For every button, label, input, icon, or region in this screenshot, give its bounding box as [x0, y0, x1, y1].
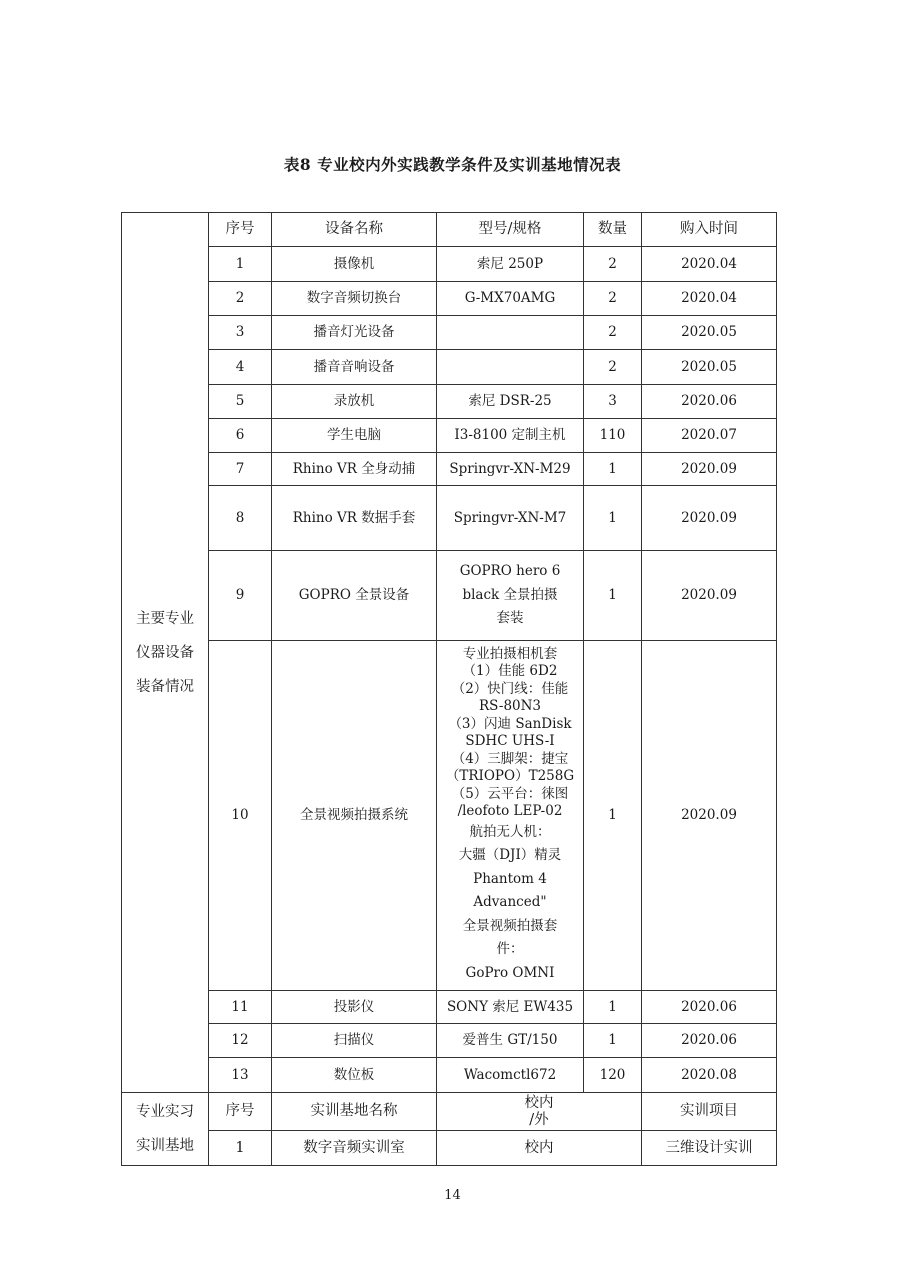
cell-model: 爱普生 GT/150	[437, 1024, 584, 1058]
cell-date: 2020.04	[642, 282, 777, 316]
training-base-row	[122, 1131, 777, 1166]
cell-date: 2020.09	[642, 486, 777, 551]
cell-model	[437, 551, 584, 641]
cell-name: 扫描仪	[272, 1024, 437, 1058]
cell-no: 3	[209, 316, 272, 350]
cell-no: 12	[209, 1024, 272, 1058]
cell-qty: 1	[584, 991, 642, 1024]
cell-no: 1	[209, 247, 272, 282]
cell-no: 2	[209, 282, 272, 316]
cell-model-line: 套装	[496, 610, 524, 627]
header-name: 设备名称	[272, 213, 437, 247]
table-row	[122, 419, 777, 453]
cell-no: 10	[209, 641, 272, 991]
table-row	[122, 385, 777, 419]
cell-qty: 2	[584, 247, 642, 282]
cell-location: 校内	[437, 1131, 642, 1166]
table-header-row	[122, 213, 777, 247]
cell-model-line: Advanced"	[473, 894, 547, 911]
cell-model-line: （TRIOPO）T258G	[445, 768, 575, 785]
header-project: 实训项目	[642, 1093, 777, 1131]
cell-no: 8	[209, 486, 272, 551]
cell-name: 学生电脑	[272, 419, 437, 453]
cell-model-line: （1）佳能 6D2	[462, 663, 558, 680]
cell-model-line: （4）三脚架：捷宝	[451, 750, 569, 767]
cell-qty: 2	[584, 282, 642, 316]
cell-no: 9	[209, 551, 272, 641]
cell-model	[437, 350, 584, 385]
cell-name: Rhino VR 数据手套	[272, 486, 437, 551]
cell-qty: 110	[584, 419, 642, 453]
cell-model-line: （3）闪迪 SanDisk	[448, 715, 572, 732]
cell-date: 2020.06	[642, 1024, 777, 1058]
table-title: 表8 专业校内外实践教学条件及实训基地情况表	[283, 155, 622, 174]
cell-qty: 3	[584, 385, 642, 419]
cell-name: 数字音频切换台	[272, 282, 437, 316]
cell-name: 录放机	[272, 385, 437, 419]
cell-name: Rhino VR 全身动捕	[272, 453, 437, 486]
section-label-training-base	[122, 1093, 209, 1166]
table-row	[122, 1058, 777, 1093]
cell-model-line: 大疆（DJI）精灵	[458, 847, 562, 864]
section-label-line: 主要专业	[136, 610, 194, 627]
cell-model-line: GOPRO hero 6	[459, 563, 561, 580]
cell-model: Springvr-XN-M29	[437, 453, 584, 486]
cell-model-line: SDHC UHS-I	[465, 733, 555, 750]
cell-project: 三维设计实训	[642, 1131, 777, 1166]
cell-qty: 2	[584, 350, 642, 385]
table-row	[122, 316, 777, 350]
cell-date: 2020.06	[642, 991, 777, 1024]
header-base-name: 实训基地名称	[272, 1093, 437, 1131]
cell-model: Wacomctl672	[437, 1058, 584, 1093]
cell-qty: 1	[584, 453, 642, 486]
header-qty: 数量	[584, 213, 642, 247]
page-number: 14	[444, 1188, 461, 1203]
cell-model-line: （2）快门线：佳能	[451, 680, 569, 697]
cell-model: I3-8100 定制主机	[437, 419, 584, 453]
cell-date: 2020.05	[642, 350, 777, 385]
table-row	[122, 350, 777, 385]
header-date: 购入时间	[642, 213, 777, 247]
section-label-line: 专业实习	[136, 1104, 194, 1120]
cell-model: 索尼 250P	[437, 247, 584, 282]
cell-base-name: 数字音频实训室	[272, 1131, 437, 1166]
table-row	[122, 486, 777, 551]
cell-model: 索尼 DSR-25	[437, 385, 584, 419]
section-label-line: 装备情况	[136, 678, 194, 695]
equipment-table	[121, 212, 777, 1166]
cell-model-line: （5）云平台：徕图	[451, 785, 569, 802]
header-no: 序号	[209, 1093, 272, 1131]
cell-no: 11	[209, 991, 272, 1024]
header-location-line: 校内	[524, 1094, 554, 1111]
cell-model	[437, 316, 584, 350]
cell-model-line: RS-80N3	[478, 698, 542, 715]
cell-date: 2020.09	[642, 551, 777, 641]
cell-qty: 1	[584, 551, 642, 641]
cell-date: 2020.09	[642, 453, 777, 486]
cell-date: 2020.07	[642, 419, 777, 453]
cell-name: 投影仪	[272, 991, 437, 1024]
section-label-equipment	[122, 213, 209, 1093]
cell-no: 7	[209, 453, 272, 486]
table-row	[122, 551, 777, 641]
cell-no: 5	[209, 385, 272, 419]
header-model: 型号/规格	[437, 213, 584, 247]
cell-name: 全景视频拍摄系统	[272, 641, 437, 991]
cell-qty: 1	[584, 486, 642, 551]
table-row	[122, 641, 777, 991]
cell-model	[437, 641, 584, 991]
cell-model: Springvr-XN-M7	[437, 486, 584, 551]
cell-name: 播音灯光设备	[272, 316, 437, 350]
cell-qty: 1	[584, 641, 642, 991]
training-base-header-row	[122, 1093, 777, 1131]
header-no: 序号	[209, 213, 272, 247]
cell-date: 2020.06	[642, 385, 777, 419]
cell-date: 2020.05	[642, 316, 777, 350]
cell-model-line: /leofoto LEP-02	[457, 803, 563, 820]
cell-name: 播音音响设备	[272, 350, 437, 385]
cell-name: GOPRO 全景设备	[272, 551, 437, 641]
cell-no: 13	[209, 1058, 272, 1093]
cell-qty: 2	[584, 316, 642, 350]
cell-model: SONY 索尼 EW435	[437, 991, 584, 1024]
table-row	[122, 247, 777, 282]
cell-model-line: GoPro OMNI	[465, 964, 555, 981]
cell-date: 2020.09	[642, 641, 777, 991]
cell-name: 数位板	[272, 1058, 437, 1093]
cell-model-line: Phantom 4	[473, 870, 547, 887]
table-row	[122, 1024, 777, 1058]
header-location-line: /外	[529, 1111, 549, 1128]
table-row	[122, 453, 777, 486]
cell-date: 2020.04	[642, 247, 777, 282]
cell-model-line: black 全景拍摄	[462, 586, 558, 603]
header-location	[437, 1093, 642, 1131]
cell-no: 4	[209, 350, 272, 385]
cell-qty: 120	[584, 1058, 642, 1093]
cell-date: 2020.08	[642, 1058, 777, 1093]
cell-model-line: 专业拍摄相机套	[462, 645, 558, 662]
cell-model: G-MX70AMG	[437, 282, 584, 316]
section-label-line: 仪器设备	[136, 644, 194, 661]
cell-name: 摄像机	[272, 247, 437, 282]
section-label-line: 实训基地	[136, 1138, 194, 1154]
table-row	[122, 282, 777, 316]
cell-no: 1	[209, 1131, 272, 1166]
cell-qty: 1	[584, 1024, 642, 1058]
cell-model-line: 件：	[496, 941, 524, 958]
cell-no: 6	[209, 419, 272, 453]
table-row	[122, 991, 777, 1024]
cell-model-line: 航拍无人机：	[469, 823, 551, 840]
cell-model-line: 全景视频拍摄套	[462, 917, 558, 934]
